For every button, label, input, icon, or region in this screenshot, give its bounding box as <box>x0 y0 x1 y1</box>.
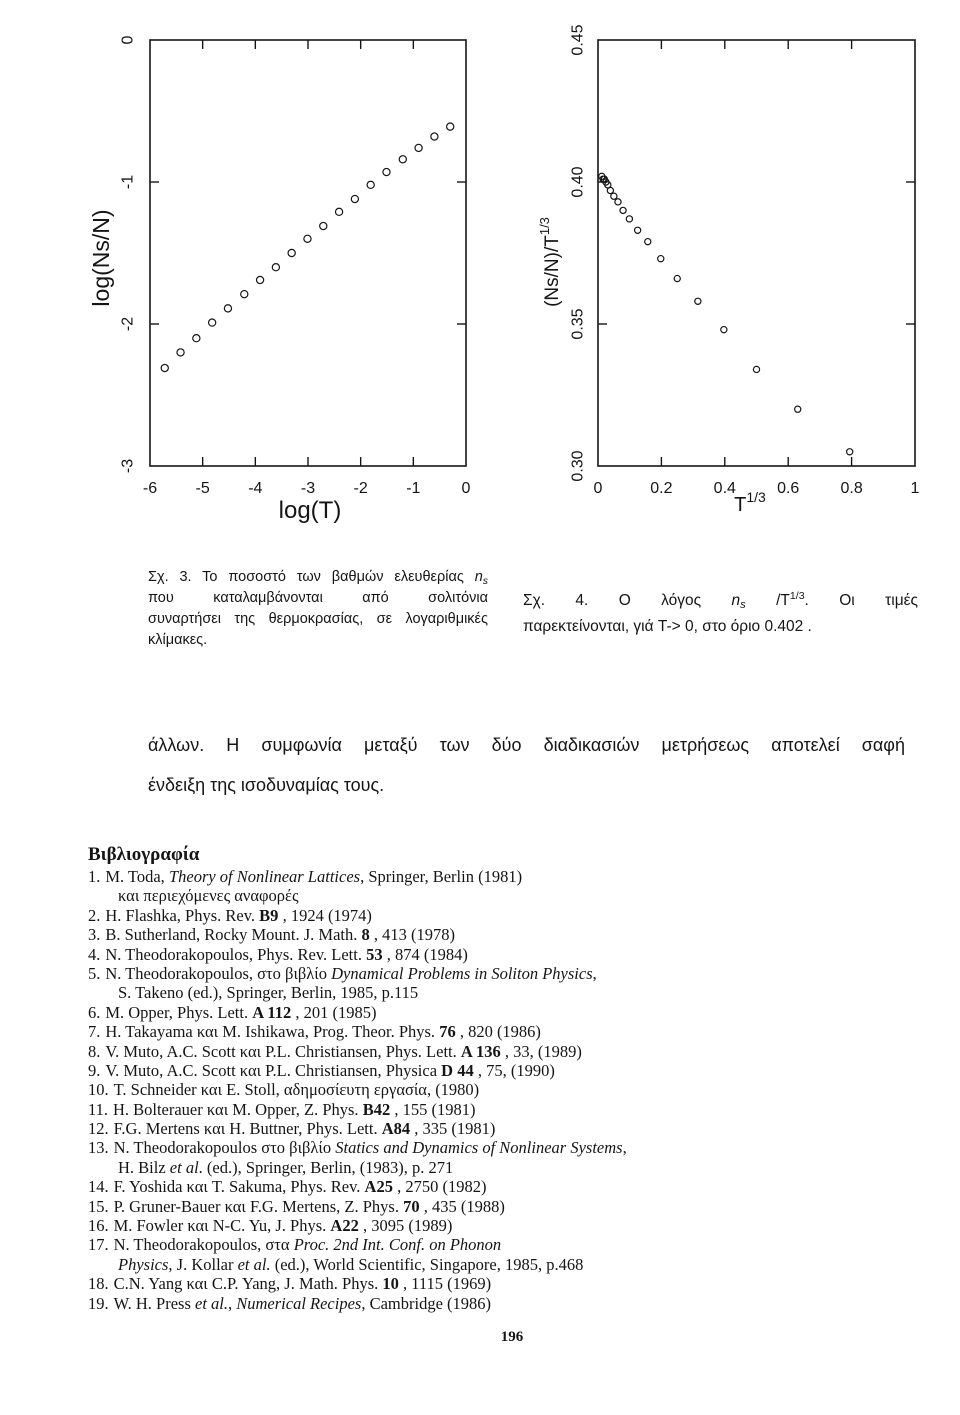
reference-number: 2. <box>88 905 101 925</box>
data-point <box>288 249 295 256</box>
x-tick-label: -4 <box>248 480 263 497</box>
reference-entry <box>88 1100 948 1119</box>
axis-label-superscript: 1/3 <box>536 217 552 236</box>
reference-text: M. Toda, <box>105 867 169 886</box>
body-line: άλλων. Η συμφωνία μεταξύ των δύο διαδικασιών μετρήσεως αποτελεί σαφή <box>148 735 905 755</box>
x-axis-label <box>279 497 342 524</box>
reference-entry <box>88 1177 948 1196</box>
reference-text: M. Fowler και N-C. Yu, J. Phys. <box>113 1216 331 1236</box>
reference-entry <box>88 1061 948 1080</box>
body-paragraph <box>148 725 905 805</box>
data-point <box>383 168 390 175</box>
reference-continuation <box>88 886 948 905</box>
reference-text: et al. <box>237 1254 271 1274</box>
reference-text: Theory of Nonlinear Lattices <box>168 867 361 886</box>
reference-text: Numerical Recipes <box>236 1293 362 1313</box>
figure-3-chart <box>88 35 471 524</box>
reference-text: N. Theodorakopoulos στο βιβλίο <box>113 1138 336 1158</box>
reference-list <box>88 867 948 1313</box>
reference-text: A22 <box>330 1216 359 1236</box>
data-point <box>224 305 231 312</box>
reference-text: , 33, (1989) <box>500 1041 582 1061</box>
caption-line <box>148 588 488 609</box>
caption-text: n <box>474 569 483 585</box>
reference-text: B42 <box>362 1099 391 1119</box>
reference-text: H. Bolterauer και M. Opper, Z. Phys. <box>112 1099 363 1119</box>
page-number: 196 <box>500 1329 524 1345</box>
reference-text: , 820 (1986) <box>455 1022 541 1042</box>
y-tick-label: 0.35 <box>569 308 587 340</box>
data-point <box>447 123 454 130</box>
x-tick-label: 0.2 <box>650 480 673 497</box>
reference-number: 8. <box>88 1041 101 1061</box>
y-tick-label: 0.45 <box>569 24 587 56</box>
caption-line <box>148 630 488 651</box>
data-point <box>615 199 621 205</box>
data-point <box>367 181 374 188</box>
reference-text: , 335 (1981) <box>410 1119 496 1139</box>
caption-text: n <box>731 592 741 609</box>
reference-number: 15. <box>88 1196 109 1216</box>
y-axis-label <box>537 217 563 307</box>
data-point <box>320 222 327 229</box>
y-tick-label: -3 <box>119 458 137 474</box>
data-point <box>351 195 358 202</box>
reference-continuation <box>88 983 948 1002</box>
reference-text: 10 <box>382 1274 399 1294</box>
reference-number: 19. <box>88 1293 109 1313</box>
reference-text: V. Muto, A.C. Scott και P.L. Christiansen, Phys. Lett. <box>105 1041 461 1061</box>
reference-text: , <box>228 1293 237 1313</box>
reference-text: , 413 (1978) <box>369 925 456 945</box>
figure-4-chart <box>537 24 920 516</box>
reference-text: 8 <box>361 925 370 945</box>
caption-text: . Οι τιμές <box>804 592 918 609</box>
caption-line <box>523 588 918 614</box>
caption-text: συναρτήσει της θερμοκρασίας, σε λογαριθμικές <box>148 611 488 627</box>
reference-text: , <box>622 1138 627 1158</box>
reference-text: F.G. Mertens και H. Buttner, Phys. Lett. <box>113 1119 382 1139</box>
axis-label-text: (Ns/N)/T <box>541 235 563 307</box>
data-point <box>695 298 701 304</box>
reference-number: 12. <box>88 1119 109 1139</box>
reference-entry <box>88 1022 948 1041</box>
reference-entry <box>88 1216 948 1235</box>
x-tick-label: -5 <box>195 480 210 497</box>
caption-text: Σχ. 4. Ο λόγος <box>523 592 732 609</box>
reference-text: V. Muto, A.C. Scott και P.L. Christiansen, Physica <box>105 1060 442 1080</box>
y-tick-label: 0 <box>119 35 137 45</box>
reference-text: . (ed.), Springer, Berlin, (1983), p. 271 <box>198 1157 454 1177</box>
plot-frame <box>150 40 466 466</box>
reference-text: H. Takayama και M. Ishikawa, Prog. Theor. Phys. <box>105 1022 440 1042</box>
reference-number: 6. <box>88 1002 101 1022</box>
reference-entry <box>88 906 948 925</box>
caption-text: κλίμακες. <box>148 632 208 648</box>
reference-text: A84 <box>381 1119 411 1139</box>
reference-number: 11. <box>88 1099 109 1119</box>
reference-entry <box>88 1138 948 1157</box>
data-point <box>753 366 759 372</box>
x-tick-label: 0.6 <box>777 480 800 497</box>
reference-entry <box>88 1042 948 1061</box>
reference-text: και περιεχόμενες αναφορές <box>118 886 299 906</box>
reference-text: et al. <box>195 1293 228 1313</box>
data-point <box>256 276 263 283</box>
x-tick-label: 0 <box>593 480 603 497</box>
y-tick-label: -2 <box>119 316 137 332</box>
y-tick-label: 0.30 <box>569 450 587 482</box>
caption-text: s <box>740 599 746 612</box>
reference-text: Physics <box>118 1254 169 1274</box>
caption-text: παρεκτείνονται, γιά T-> 0, στο όριο 0.402 . <box>523 618 812 635</box>
reference-text: et al <box>169 1157 199 1177</box>
reference-text: , Springer, Berlin (1981) <box>360 867 523 886</box>
reference-number: 7. <box>88 1022 101 1042</box>
reference-text: P. Gruner-Bauer και F.G. Mertens, Z. Phys. <box>113 1196 404 1216</box>
data-point <box>335 208 342 215</box>
reference-number: 9. <box>88 1060 101 1080</box>
data-point <box>241 291 248 298</box>
data-point <box>658 256 664 262</box>
data-point <box>674 275 680 281</box>
reference-entry <box>88 945 948 964</box>
reference-text: N. Theodorakopoulos, στο βιβλίο <box>105 963 332 983</box>
reference-entry <box>88 1080 948 1099</box>
data-point <box>272 264 279 271</box>
data-point <box>177 349 184 356</box>
reference-text: A 112 <box>252 1002 292 1022</box>
reference-text: B. Sutherland, Rocky Mount. J. Math. <box>105 925 362 945</box>
figure-3-caption <box>148 567 488 651</box>
figure-4-caption <box>523 588 918 640</box>
reference-number: 1. <box>88 867 101 886</box>
reference-text: M. Opper, Phys. Lett. <box>105 1002 253 1022</box>
y-tick-label: -1 <box>119 174 137 190</box>
data-point <box>611 193 617 199</box>
data-point <box>209 319 216 326</box>
reference-text: B9 <box>259 905 279 925</box>
reference-text: , 435 (1988) <box>419 1196 505 1216</box>
reference-text: H. Flashka, Phys. Rev. <box>105 905 260 925</box>
reference-text: , <box>592 963 597 983</box>
caption-text: Σχ. 3. Το ποσοστό των βαθμών ελευθερίας <box>148 569 475 585</box>
x-tick-label: 0.8 <box>840 480 863 497</box>
data-point <box>161 364 168 371</box>
x-axis-label <box>734 489 766 516</box>
reference-text: (ed.), World Scientific, Singapore, 1985, p.468 <box>270 1254 584 1274</box>
caption-text: 1/3 <box>789 590 805 603</box>
x-tick-label: -6 <box>142 480 158 497</box>
reference-text: , 874 (1984) <box>382 944 468 964</box>
figures-area <box>0 0 960 540</box>
reference-continuation <box>88 1158 948 1177</box>
data-point <box>635 227 641 233</box>
reference-text: Dynamical Problems in Soliton Physics <box>331 963 593 983</box>
reference-number: 3. <box>88 925 101 945</box>
reference-entry <box>88 1294 948 1313</box>
caption-text: που καταλαμβάνονται από σολιτόνια <box>148 590 488 606</box>
reference-number: 16. <box>88 1216 109 1236</box>
x-tick-label: -1 <box>406 480 421 497</box>
reference-text: 70 <box>403 1196 420 1216</box>
reference-number: 5. <box>88 963 101 983</box>
y-tick-label: 0.40 <box>569 166 587 198</box>
reference-text: , 75, (1990) <box>473 1060 555 1080</box>
reference-text: W. H. Press <box>113 1293 195 1313</box>
reference-text: T. Schneider και E. Stoll, αδημοσίευτη εργασία, (1980) <box>113 1080 480 1100</box>
reference-text: , 1115 (1969) <box>398 1274 492 1294</box>
reference-continuation <box>88 1255 948 1274</box>
caption-text: s <box>482 575 488 587</box>
reference-entry <box>88 1197 948 1216</box>
axis-label-text: log(Ns/N) <box>88 209 114 307</box>
x-tick-label: -2 <box>353 480 368 497</box>
axis-label-text: log(T) <box>278 497 342 524</box>
x-tick-label: 0 <box>461 480 471 497</box>
x-tick-label: -3 <box>300 480 316 497</box>
caption-line <box>148 609 488 630</box>
reference-entry <box>88 1003 948 1022</box>
reference-text: , Cambridge (1986) <box>361 1293 492 1313</box>
data-point <box>415 144 422 151</box>
reference-text: A 136 <box>460 1041 501 1061</box>
reference-entry <box>88 1274 948 1293</box>
x-tick-label: 0.4 <box>713 480 736 497</box>
data-point <box>620 207 626 213</box>
data-point <box>399 156 406 163</box>
reference-number: 18. <box>88 1274 109 1294</box>
plot-frame <box>598 40 915 466</box>
reference-entry <box>88 1119 948 1138</box>
reference-text: 76 <box>439 1022 456 1042</box>
reference-text: H. Bilz <box>118 1157 170 1177</box>
reference-entry <box>88 867 948 886</box>
reference-number: 17. <box>88 1235 109 1255</box>
reference-number: 4. <box>88 944 101 964</box>
caption-line <box>523 614 918 640</box>
reference-text: , 3095 (1989) <box>358 1216 453 1236</box>
reference-entry <box>88 1235 948 1254</box>
reference-text: Statics and Dynamics of Nonlinear Systems <box>335 1138 623 1158</box>
data-point <box>431 133 438 140</box>
reference-text: , 155 (1981) <box>390 1099 476 1119</box>
axis-label-superscript: 1/3 <box>746 489 766 505</box>
reference-text: F. Yoshida και T. Sakuma, Phys. Rev. <box>113 1177 365 1197</box>
bibliography-heading: Βιβλιογραφία <box>88 844 200 865</box>
data-point <box>721 327 727 333</box>
reference-text: D 44 <box>441 1060 474 1080</box>
data-point <box>607 187 613 193</box>
reference-number: 13. <box>88 1138 109 1158</box>
y-axis-label <box>88 209 114 306</box>
x-tick-label: 1 <box>910 480 920 497</box>
reference-text: N. Theodorakopoulos, Phys. Rev. Lett. <box>105 944 367 964</box>
reference-text: A25 <box>364 1177 393 1197</box>
data-point <box>847 449 853 455</box>
caption-line <box>148 567 488 588</box>
data-point <box>645 239 651 245</box>
reference-text: , 1924 (1974) <box>278 905 372 925</box>
reference-text: Proc. 2nd Int. Conf. on Phonon <box>293 1235 502 1255</box>
data-point <box>626 216 632 222</box>
reference-text: S. Takeno (ed.), Springer, Berlin, 1985, p.115 <box>118 983 419 1003</box>
data-point <box>304 235 311 242</box>
reference-text: , 201 (1985) <box>291 1002 377 1022</box>
reference-text: , J. Kollar <box>168 1254 238 1274</box>
reference-text: N. Theodorakopoulos, στα <box>113 1235 294 1255</box>
reference-number: 14. <box>88 1177 109 1197</box>
data-point <box>193 335 200 342</box>
reference-text: C.N. Yang και C.P. Yang, J. Math. Phys. <box>113 1274 383 1294</box>
caption-text: /T <box>745 592 790 609</box>
axis-label-text: T <box>734 494 747 516</box>
reference-text: 53 <box>366 944 383 964</box>
reference-entry <box>88 925 948 944</box>
body-line: ένδειξη της ισοδυναμίας τους. <box>148 775 385 795</box>
reference-text: , 2750 (1982) <box>392 1177 487 1197</box>
reference-entry <box>88 964 948 983</box>
reference-number: 10. <box>88 1080 109 1100</box>
data-point <box>795 406 801 412</box>
